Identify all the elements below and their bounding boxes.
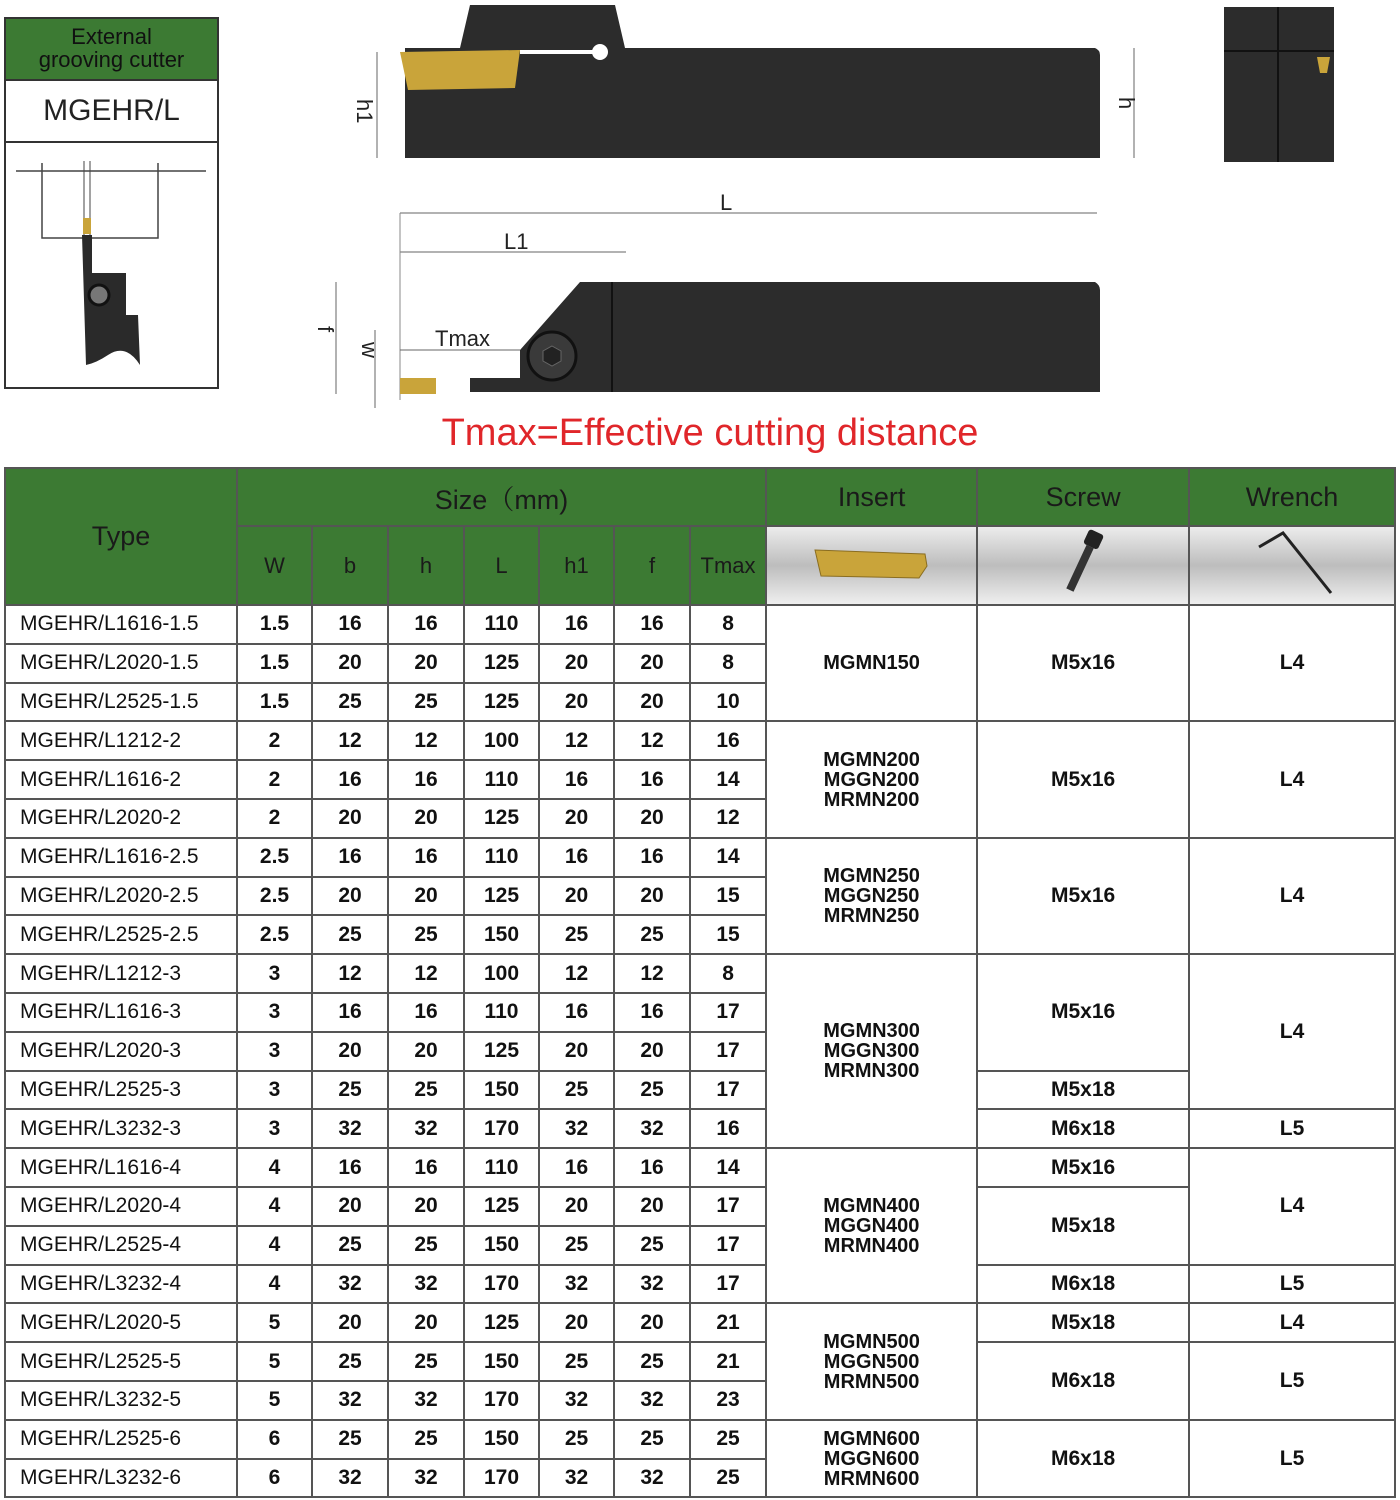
h-cell: 25	[388, 915, 464, 954]
wrench-cell: L4	[1189, 1303, 1395, 1342]
b-cell: 16	[312, 605, 388, 644]
b-cell: 16	[312, 1148, 388, 1187]
screw-cell: M6x18	[977, 1109, 1189, 1148]
w-cell: 4	[237, 1148, 312, 1187]
w-cell: 6	[237, 1420, 312, 1459]
type-cell: MGEHR/L1616-2.5	[5, 838, 237, 877]
header-screw: Screw	[977, 468, 1189, 526]
insert-model: MGGN500	[823, 1350, 920, 1373]
w-cell: 3	[237, 954, 312, 993]
screw-cell: M5x18	[977, 1187, 1189, 1265]
h-cell: 25	[388, 1071, 464, 1110]
b-cell: 12	[312, 721, 388, 760]
model-label: MGEHR/L	[6, 81, 217, 143]
h-cell: 32	[388, 1459, 464, 1498]
tool-end-view	[1222, 5, 1337, 165]
b-cell: 16	[312, 993, 388, 1032]
w-cell: 3	[237, 1032, 312, 1071]
tmax-cell: 8	[690, 954, 766, 993]
l-cell: 125	[464, 877, 539, 916]
tmax-cell: 17	[690, 1226, 766, 1265]
type-cell: MGEHR/L1616-1.5	[5, 605, 237, 644]
header-w: W	[237, 526, 312, 605]
h1-cell: 25	[539, 1226, 614, 1265]
type-cell: MGEHR/L2525-2.5	[5, 915, 237, 954]
l-cell: 110	[464, 605, 539, 644]
h1-cell: 25	[539, 1420, 614, 1459]
h1-cell: 16	[539, 1148, 614, 1187]
L-label: L	[720, 190, 733, 215]
h1-cell: 12	[539, 721, 614, 760]
tmax-cell: 21	[690, 1342, 766, 1381]
insert-model: MGMN200	[823, 748, 920, 771]
type-cell: MGEHR/L1616-4	[5, 1148, 237, 1187]
wrench-cell: L4	[1189, 838, 1395, 954]
h-cell: 16	[388, 993, 464, 1032]
type-cell: MGEHR/L3232-4	[5, 1265, 237, 1304]
b-cell: 12	[312, 954, 388, 993]
w-cell: 5	[237, 1303, 312, 1342]
type-cell: MGEHR/L1212-3	[5, 954, 237, 993]
screw-cell: M5x18	[977, 1303, 1189, 1342]
b-cell: 32	[312, 1381, 388, 1420]
b-cell: 25	[312, 1071, 388, 1110]
screw-cell: M5x16	[977, 954, 1189, 1070]
header-b: b	[312, 526, 388, 605]
tmax-cell: 17	[690, 1071, 766, 1110]
f-cell: 16	[614, 760, 690, 799]
tmax-cell: 21	[690, 1303, 766, 1342]
insert-icon	[807, 542, 937, 582]
insert-model: MGMN250	[823, 864, 920, 887]
h-cell: 20	[388, 644, 464, 683]
f-cell: 25	[614, 1342, 690, 1381]
h-cell: 20	[388, 1187, 464, 1226]
screw-cell: M6x18	[977, 1265, 1189, 1304]
type-cell: MGEHR/L2020-2	[5, 799, 237, 838]
f-cell: 20	[614, 1032, 690, 1071]
wrench-cell: L4	[1189, 1148, 1395, 1264]
type-cell: MGEHR/L2020-3	[5, 1032, 237, 1071]
type-cell: MGEHR/L2525-3	[5, 1071, 237, 1110]
tmax-cell: 16	[690, 721, 766, 760]
l-cell: 150	[464, 1226, 539, 1265]
screw-cell: M5x16	[977, 721, 1189, 837]
wrench-cell: L4	[1189, 954, 1395, 1109]
h1-label: h1	[352, 99, 377, 124]
tool-dimension-drawing	[300, 0, 1180, 410]
l-cell: 100	[464, 721, 539, 760]
type-cell: MGEHR/L2525-4	[5, 1226, 237, 1265]
tmax-cell: 8	[690, 605, 766, 644]
h-cell: 16	[388, 838, 464, 877]
w-cell: 2	[237, 799, 312, 838]
h-cell: 25	[388, 683, 464, 722]
type-cell: MGEHR/L2020-5	[5, 1303, 237, 1342]
type-cell: MGEHR/L3232-6	[5, 1459, 237, 1498]
h-cell: 20	[388, 877, 464, 916]
w-cell: 3	[237, 1109, 312, 1148]
f-cell: 20	[614, 1187, 690, 1226]
type-cell: MGEHR/L2525-5	[5, 1342, 237, 1381]
type-cell: MGEHR/L1616-2	[5, 760, 237, 799]
insert-model: MGGN200	[823, 768, 920, 791]
screw-cell: M5x16	[977, 605, 1189, 721]
h1-cell: 25	[539, 1071, 614, 1110]
wrench-cell: L5	[1189, 1109, 1395, 1148]
type-cell: MGEHR/L1212-2	[5, 721, 237, 760]
h1-cell: 16	[539, 838, 614, 877]
l-cell: 150	[464, 1071, 539, 1110]
h1-cell: 25	[539, 915, 614, 954]
insert-cell	[766, 1420, 977, 1498]
insert-model: MGMN150	[823, 652, 920, 675]
table-row	[5, 1148, 1395, 1187]
type-cell: MGEHR/L2020-4	[5, 1187, 237, 1226]
w-cell: 4	[237, 1187, 312, 1226]
w-cell: 4	[237, 1226, 312, 1265]
h-label: h	[1114, 97, 1139, 110]
h1-cell: 25	[539, 1342, 614, 1381]
table-row	[5, 1265, 1395, 1304]
b-cell: 25	[312, 683, 388, 722]
wrench-cell: L5	[1189, 1342, 1395, 1420]
w-cell: 5	[237, 1381, 312, 1420]
f-cell: 20	[614, 877, 690, 916]
f-cell: 12	[614, 954, 690, 993]
h-cell: 16	[388, 760, 464, 799]
grooving-illustration	[6, 143, 217, 387]
table-row	[5, 721, 1395, 760]
l-cell: 110	[464, 1148, 539, 1187]
w-cell: 2.5	[237, 877, 312, 916]
type-cell: MGEHR/L2525-6	[5, 1420, 237, 1459]
h1-cell: 20	[539, 1303, 614, 1342]
l-cell: 110	[464, 838, 539, 877]
header-type: Type	[5, 468, 237, 605]
screw-cell: M5x16	[977, 1148, 1189, 1187]
l-cell: 150	[464, 1420, 539, 1459]
wrench-cell: L4	[1189, 721, 1395, 837]
type-cell: MGEHR/L2020-2.5	[5, 877, 237, 916]
screw-image-cell	[977, 526, 1189, 605]
header-f: f	[614, 526, 690, 605]
insert-model: MGMN600	[823, 1427, 920, 1450]
screw-cell: M6x18	[977, 1420, 1189, 1498]
h-cell: 32	[388, 1109, 464, 1148]
screw-cell: M5x18	[977, 1071, 1189, 1110]
h1-cell: 12	[539, 954, 614, 993]
type-cell: MGEHR/L1616-3	[5, 993, 237, 1032]
tmax-cell: 23	[690, 1381, 766, 1420]
table-row	[5, 1420, 1395, 1459]
f-cell: 32	[614, 1381, 690, 1420]
insert-cell	[766, 1148, 977, 1303]
h1-cell: 20	[539, 799, 614, 838]
h1-cell: 32	[539, 1381, 614, 1420]
h-cell: 20	[388, 799, 464, 838]
h1-cell: 16	[539, 605, 614, 644]
tmax-cell: 14	[690, 1148, 766, 1187]
h-cell: 20	[388, 1032, 464, 1071]
b-cell: 20	[312, 799, 388, 838]
l-cell: 125	[464, 644, 539, 683]
tmax-cell: 25	[690, 1420, 766, 1459]
h-cell: 25	[388, 1420, 464, 1459]
b-cell: 25	[312, 1342, 388, 1381]
w-cell: 6	[237, 1459, 312, 1498]
screw-icon	[1053, 527, 1113, 597]
h1-cell: 16	[539, 760, 614, 799]
h1-cell: 20	[539, 1032, 614, 1071]
b-cell: 20	[312, 644, 388, 683]
table-row	[5, 1187, 1395, 1226]
l-cell: 125	[464, 1032, 539, 1071]
table-row	[5, 1109, 1395, 1148]
insert-cell	[766, 954, 977, 1148]
h-cell: 16	[388, 605, 464, 644]
b-cell: 25	[312, 1420, 388, 1459]
tmax-cell: 17	[690, 1187, 766, 1226]
tmax-cell: 14	[690, 838, 766, 877]
l-cell: 150	[464, 915, 539, 954]
w-cell: 2.5	[237, 915, 312, 954]
insert-cell	[766, 605, 977, 721]
insert-model: MGGN400	[823, 1214, 920, 1237]
f-cell: 16	[614, 838, 690, 877]
tmax-cell: 25	[690, 1459, 766, 1498]
w-cell: 3	[237, 1071, 312, 1110]
b-cell: 25	[312, 1226, 388, 1265]
l-cell: 170	[464, 1109, 539, 1148]
Tmax-label: Tmax	[435, 326, 490, 351]
table-row	[5, 1071, 1395, 1110]
header-insert: Insert	[766, 468, 977, 526]
l-cell: 125	[464, 1187, 539, 1226]
insert-model: MGMN300	[823, 1020, 920, 1043]
f-cell: 25	[614, 1420, 690, 1459]
l-cell: 170	[464, 1381, 539, 1420]
specification-table	[4, 467, 1396, 1498]
screw-cell: M5x16	[977, 838, 1189, 954]
l-cell: 125	[464, 683, 539, 722]
h1-cell: 20	[539, 683, 614, 722]
b-cell: 20	[312, 1032, 388, 1071]
h1-cell: 20	[539, 1187, 614, 1226]
insert-model: MGMN400	[823, 1194, 920, 1217]
h1-cell: 20	[539, 644, 614, 683]
l-cell: 125	[464, 1303, 539, 1342]
tmax-cell: 12	[690, 799, 766, 838]
insert-model: MRMN300	[823, 1060, 920, 1083]
tmax-cell: 17	[690, 1265, 766, 1304]
tmax-cell: 15	[690, 877, 766, 916]
screw-cell: M6x18	[977, 1342, 1189, 1420]
f-cell: 16	[614, 1148, 690, 1187]
b-cell: 32	[312, 1109, 388, 1148]
tmax-cell: 8	[690, 644, 766, 683]
header-h: h	[388, 526, 464, 605]
f-cell: 32	[614, 1265, 690, 1304]
header-tmax: Tmax	[690, 526, 766, 605]
category-line-1: External	[71, 24, 152, 49]
L1-label: L1	[504, 229, 529, 254]
h-cell: 25	[388, 1226, 464, 1265]
w-cell: 1.5	[237, 605, 312, 644]
insert-cell	[766, 1303, 977, 1419]
w-cell: 5	[237, 1342, 312, 1381]
wrench-cell: L5	[1189, 1265, 1395, 1304]
type-cell: MGEHR/L3232-5	[5, 1381, 237, 1420]
l-cell: 150	[464, 1342, 539, 1381]
insert-image-cell	[766, 526, 977, 605]
insert-model: MGGN600	[823, 1447, 920, 1470]
b-cell: 32	[312, 1459, 388, 1498]
f-cell: 16	[614, 605, 690, 644]
header-wrench: Wrench	[1189, 468, 1395, 526]
header-h1: h1	[539, 526, 614, 605]
wrench-cell: L4	[1189, 605, 1395, 721]
l-cell: 110	[464, 993, 539, 1032]
tmax-note: Tmax=Effective cutting distance	[441, 412, 979, 454]
insert-model: MRMN500	[823, 1370, 920, 1393]
l-cell: 110	[464, 760, 539, 799]
b-cell: 20	[312, 877, 388, 916]
type-cell: MGEHR/L3232-3	[5, 1109, 237, 1148]
h-cell: 32	[388, 1265, 464, 1304]
f-cell: 20	[614, 683, 690, 722]
l-cell: 125	[464, 799, 539, 838]
w-cell: 2.5	[237, 838, 312, 877]
hex-wrench-icon	[1247, 527, 1337, 597]
tmax-cell: 10	[690, 683, 766, 722]
type-cell: MGEHR/L2020-1.5	[5, 644, 237, 683]
b-cell: 16	[312, 760, 388, 799]
b-cell: 20	[312, 1187, 388, 1226]
tmax-cell: 15	[690, 915, 766, 954]
table-row	[5, 838, 1395, 877]
l-cell: 170	[464, 1459, 539, 1498]
l-cell: 100	[464, 954, 539, 993]
f-label: f	[313, 326, 338, 333]
h-cell: 25	[388, 1342, 464, 1381]
w-label: w	[357, 342, 382, 358]
h1-cell: 32	[539, 1459, 614, 1498]
f-cell: 32	[614, 1459, 690, 1498]
category-line-2: grooving cutter	[38, 47, 185, 72]
insert-cell	[766, 838, 977, 954]
type-cell: MGEHR/L2525-1.5	[5, 683, 237, 722]
table-row	[5, 605, 1395, 644]
wrench-image-cell	[1189, 526, 1395, 605]
wrench-cell: L5	[1189, 1420, 1395, 1498]
f-cell: 16	[614, 993, 690, 1032]
tmax-cell: 16	[690, 1109, 766, 1148]
insert-model: MRMN600	[823, 1467, 920, 1490]
l-cell: 170	[464, 1265, 539, 1304]
w-cell: 2	[237, 760, 312, 799]
table-row	[5, 1342, 1395, 1381]
h-cell: 32	[388, 1381, 464, 1420]
f-cell: 20	[614, 644, 690, 683]
insert-model: MRMN400	[823, 1234, 920, 1257]
f-cell: 20	[614, 799, 690, 838]
table-row	[5, 954, 1395, 993]
f-cell: 20	[614, 1303, 690, 1342]
insert-model: MRMN200	[823, 788, 920, 811]
insert-model: MGMN500	[823, 1330, 920, 1353]
insert-model: MRMN250	[823, 904, 920, 927]
w-cell: 4	[237, 1265, 312, 1304]
category-label	[6, 19, 217, 81]
f-cell: 25	[614, 915, 690, 954]
header-l: L	[464, 526, 539, 605]
b-cell: 16	[312, 838, 388, 877]
h-cell: 16	[388, 1148, 464, 1187]
h-cell: 20	[388, 1303, 464, 1342]
tmax-cell: 17	[690, 1032, 766, 1071]
b-cell: 20	[312, 1303, 388, 1342]
tmax-cell: 17	[690, 993, 766, 1032]
h-cell: 12	[388, 954, 464, 993]
h1-cell: 32	[539, 1109, 614, 1148]
f-cell: 12	[614, 721, 690, 760]
insert-cell	[766, 721, 977, 837]
f-cell: 25	[614, 1226, 690, 1265]
h1-cell: 32	[539, 1265, 614, 1304]
insert-model: MGGN250	[823, 884, 920, 907]
b-cell: 25	[312, 915, 388, 954]
header-size: Size（mm)	[237, 468, 766, 526]
f-cell: 25	[614, 1071, 690, 1110]
w-cell: 1.5	[237, 644, 312, 683]
table-row	[5, 1303, 1395, 1342]
w-cell: 3	[237, 993, 312, 1032]
tmax-cell: 14	[690, 760, 766, 799]
product-title-box	[4, 17, 219, 389]
b-cell: 32	[312, 1265, 388, 1304]
f-cell: 32	[614, 1109, 690, 1148]
h1-cell: 16	[539, 993, 614, 1032]
h1-cell: 20	[539, 877, 614, 916]
w-cell: 2	[237, 721, 312, 760]
insert-model: MGGN300	[823, 1040, 920, 1063]
h-cell: 12	[388, 721, 464, 760]
w-cell: 1.5	[237, 683, 312, 722]
